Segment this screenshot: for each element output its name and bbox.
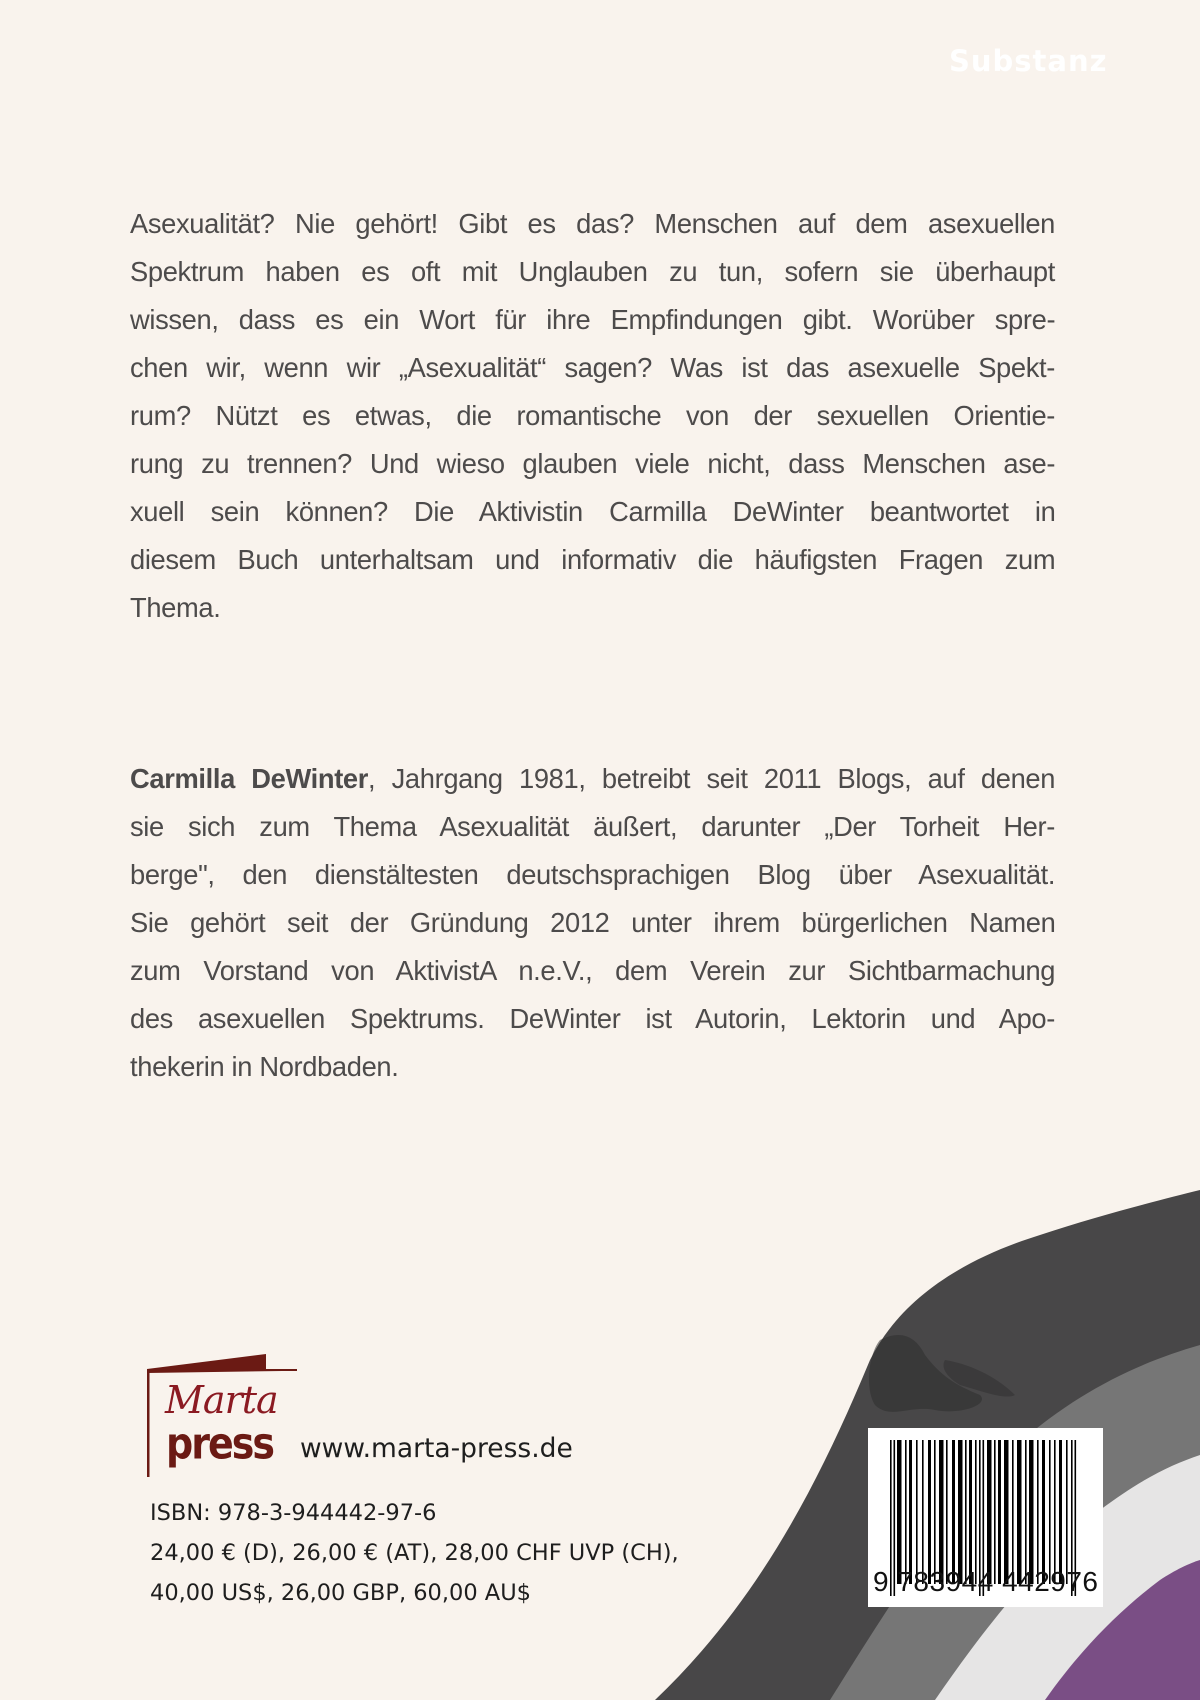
publisher-website-link[interactable]: www.marta-press.de bbox=[300, 1433, 573, 1464]
blurb-line: diesem Buch unterhaltsam und informativ die häufigsten Fragen zum bbox=[130, 544, 1056, 575]
blurb-line: rung zu trennen? Und wieso glauben viele nicht, dass Menschen ase- bbox=[130, 448, 1056, 479]
logo-bold-text: press bbox=[166, 1418, 273, 1469]
author-bio-paragraph bbox=[130, 755, 1055, 1091]
publication-info bbox=[150, 1493, 679, 1613]
marta-press-logo bbox=[147, 1354, 297, 1479]
barcode-digits: 9 783944 442976 bbox=[873, 1566, 1099, 1597]
blurb-line: chen wir, wenn wir „Asexualität“ sagen? Was ist das asexuelle Spekt- bbox=[130, 352, 1055, 383]
author-name: Carmilla DeWinter bbox=[130, 763, 369, 794]
isbn-text: ISBN: 978-3-944442-97-6 bbox=[150, 1500, 437, 1526]
blurb-line: xuell sein können? Die Aktivistin Carmilla DeWinter beantwortet in bbox=[130, 496, 1056, 527]
isbn-barcode bbox=[868, 1428, 1103, 1607]
blurb-line: Spektrum haben es oft mit Unglauben zu tun, sofern sie überhaupt bbox=[130, 256, 1055, 287]
bio-line: berge", den dienstältesten deutschsprachigen Blog über Asexualität. bbox=[130, 859, 1056, 890]
blurb-line: Thema. bbox=[130, 592, 221, 623]
blurb-paragraph bbox=[130, 200, 1055, 632]
bio-first-line-text: , Jahrgang 1981, betreibt seit 2011 Blogs, auf denen bbox=[368, 763, 1056, 794]
price-line-1: 24,00 € (D), 26,00 € (AT), 28,00 CHF UVP (CH), bbox=[150, 1540, 679, 1566]
bio-line: Sie gehört seit der Gründung 2012 unter ihrem bürgerlichen Namen bbox=[130, 907, 1056, 938]
bio-line: thekerin in Nordbaden. bbox=[130, 1051, 399, 1082]
bio-line bbox=[130, 755, 1055, 803]
bio-line: sie sich zum Thema Asexualität äußert, darunter „Der Torheit Her- bbox=[130, 811, 1055, 842]
price-line-2: 40,00 US$, 26,00 GBP, 60,00 AU$ bbox=[150, 1580, 531, 1606]
bio-line: zum Vorstand von AktivistA n.e.V., dem Verein zur Sichtbarmachung bbox=[130, 955, 1056, 986]
bio-line: des asexuellen Spektrums. DeWinter ist Autorin, Lektorin und Apo- bbox=[130, 1003, 1055, 1034]
blurb-line: rum? Nützt es etwas, die romantische von der sexuellen Orientie- bbox=[130, 400, 1056, 431]
series-label: Substanz bbox=[949, 44, 1108, 78]
blurb-line: Asexualität? Nie gehört! Gibt es das? Menschen auf dem asexuellen bbox=[130, 208, 1055, 239]
logo-script-text: Marta bbox=[165, 1378, 278, 1422]
blurb-line: wissen, dass es ein Wort für ihre Empfindungen gibt. Worüber spre- bbox=[130, 304, 1056, 335]
